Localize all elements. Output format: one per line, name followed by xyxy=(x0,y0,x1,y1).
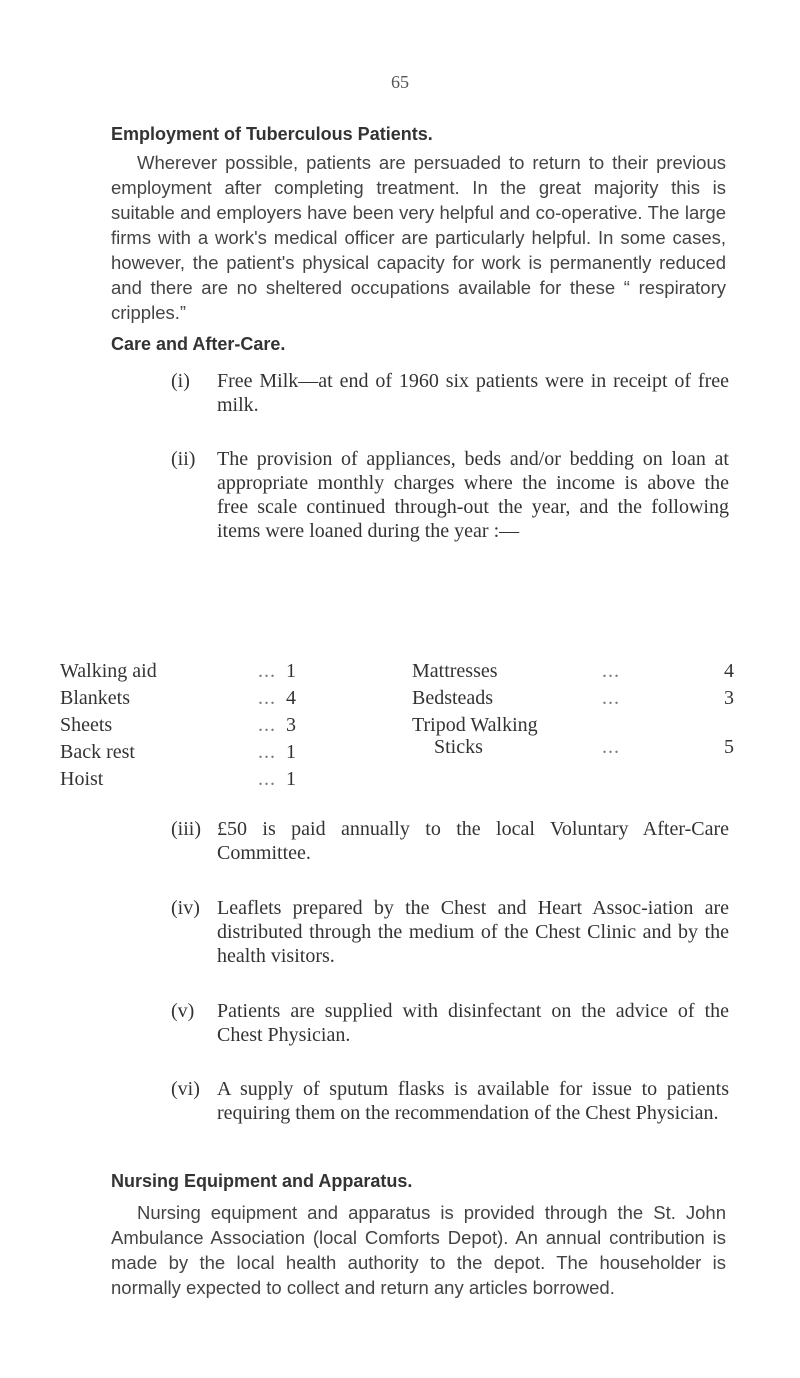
care-item-number: (iv) xyxy=(171,897,200,919)
leader-dots: ... xyxy=(602,687,620,709)
leader-dots: ... xyxy=(258,768,276,790)
care-item-number: (v) xyxy=(171,1000,195,1022)
care-item-3 xyxy=(171,817,731,867)
care-item-number: (vi) xyxy=(171,1078,200,1100)
loan-row xyxy=(60,660,390,684)
loan-item-name: Back rest xyxy=(60,741,135,763)
care-item-text: Free Milk—at end of 1960 six patients were in receipt of free milk. xyxy=(217,370,729,416)
page-number: 65 xyxy=(391,72,409,92)
loan-item-name: Bedsteads xyxy=(412,687,494,709)
loan-item-count: 3 xyxy=(286,714,296,736)
care-item-text: Leaflets prepared by the Chest and Heart Assoc-iation are distributed through the medium of the Chest Clinic and by the health visitors. xyxy=(217,897,729,967)
employment-paragraph: Wherever possible, patients are persuaded to return to their previous employment after completing treatment. In the great majority this is suitable and employers have been very helpful and co-operative. The large firms with a work's medical officer are particularly helpful. In some cases, however, the patient's physical capacity for work is permanently reduced and there are no sheltered occupations available for these “ respiratory cripples.” xyxy=(111,152,726,323)
section-heading-employment: Employment of Tuberculous Patients. xyxy=(111,124,433,144)
section-heading-nursing: Nursing Equipment and Apparatus. xyxy=(111,1171,413,1191)
leader-dots: ... xyxy=(602,736,620,758)
care-item-4 xyxy=(171,896,731,971)
loan-row xyxy=(60,687,390,711)
loan-item-name: Tripod Walking xyxy=(412,714,538,736)
loan-row xyxy=(412,687,742,711)
loan-item-name: Blankets xyxy=(60,687,130,709)
leader-dots: ... xyxy=(258,741,276,763)
loan-item-count: 3 xyxy=(724,687,734,709)
section-heading-care: Care and After-Care. xyxy=(111,334,286,354)
leader-dots: ... xyxy=(258,687,276,709)
loaned-items-list xyxy=(60,660,740,790)
loan-row xyxy=(60,741,390,765)
loan-item-count: 5 xyxy=(724,736,734,758)
care-item-2 xyxy=(171,447,731,547)
leader-dots: ... xyxy=(602,660,620,682)
care-item-number: (ii) xyxy=(171,448,196,470)
loan-row xyxy=(412,714,742,764)
loan-item-count: 1 xyxy=(286,741,296,763)
care-item-number: (iii) xyxy=(171,818,201,840)
leader-dots: ... xyxy=(258,714,276,736)
care-item-number: (i) xyxy=(171,370,190,392)
loan-row xyxy=(412,660,742,684)
care-item-text: Patients are supplied with disinfectant on the advice of the Chest Physician. xyxy=(217,1000,729,1046)
loan-item-name: Sheets xyxy=(60,714,113,736)
care-item-text: The provision of appliances, beds and/or bedding on loan at appropriate monthly charges where the income is above the free scale continued through-out the year, and the following items were loaned during the year :— xyxy=(217,448,729,542)
loan-row xyxy=(60,714,390,738)
leader-dots: ... xyxy=(258,660,276,682)
loan-item-count: 1 xyxy=(286,768,296,790)
loan-row xyxy=(60,768,390,792)
care-item-text: A supply of sputum flasks is available for issue to patients requiring them on the recommendation of the Chest Physician. xyxy=(217,1078,729,1124)
loan-item-count: 4 xyxy=(724,660,734,682)
loan-item-name: Mattresses xyxy=(412,660,498,682)
loan-item-name-continued: Sticks xyxy=(434,736,483,758)
care-item-1 xyxy=(171,369,731,419)
loan-item-count: 1 xyxy=(286,660,296,682)
care-item-6 xyxy=(171,1077,731,1152)
nursing-paragraph: Nursing equipment and apparatus is provided through the St. John Ambulance Association (local Comforts Depot). An annual contribution is made by the local health authority to the depot. The householder is normally expected to collect and return any articles borrowed. xyxy=(111,1202,726,1298)
loan-item-name: Hoist xyxy=(60,768,104,790)
care-item-5 xyxy=(171,999,731,1049)
care-item-text: £50 is paid annually to the local Voluntary After-Care Committee. xyxy=(217,818,729,864)
loan-item-count: 4 xyxy=(286,687,296,709)
loan-item-name: Walking aid xyxy=(60,660,157,682)
